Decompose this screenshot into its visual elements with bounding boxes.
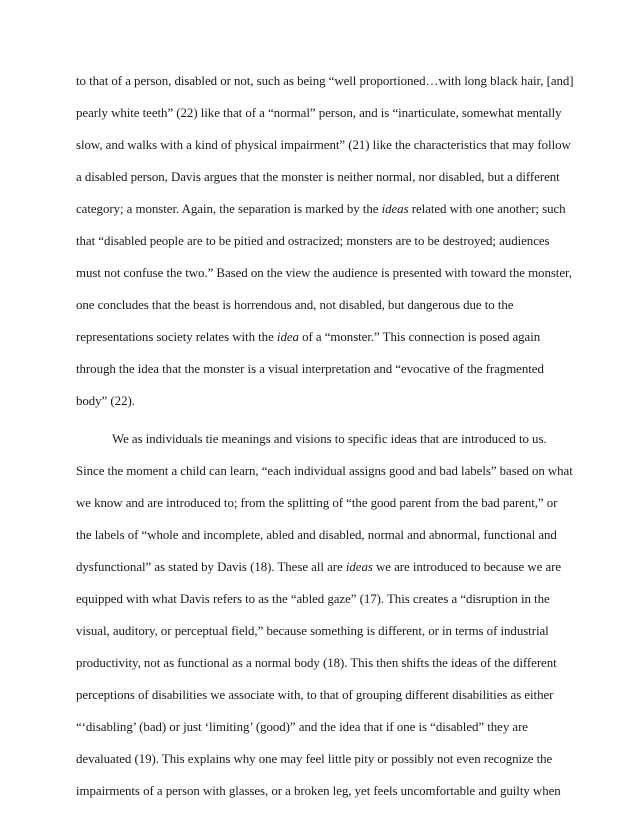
text-line: equipped with what Davis refers to as the “abled gaze” (17). This creates a “disruption in the <box>76 592 550 606</box>
text-line: we know and are introduced to; from the splitting of “the good parent from the bad parent,” or <box>76 496 558 510</box>
text-line: must not confuse the two.” Based on the view the audience is presented with toward the monster, <box>76 266 572 280</box>
text-line <box>76 329 540 345</box>
text-line: to that of a person, disabled or not, such as being “well proportioned…with long black hair, [and] <box>76 74 574 88</box>
text-line: productivity, not as functional as a normal body (18). This then shifts the ideas of the different <box>76 656 557 670</box>
text-run: dysfunctional” as stated by Davis (18). These all are <box>76 560 346 574</box>
text-run: related with one another; such <box>408 202 566 216</box>
text-line: through the idea that the monster is a visual interpretation and “evocative of the fragmented <box>76 362 544 376</box>
italic-term: ideas <box>345 560 373 574</box>
text-line: one concludes that the beast is horrendous and, not disabled, but dangerous due to the <box>76 298 514 312</box>
text-line: Since the moment a child can learn, “each individual assigns good and bad labels” based on what <box>76 464 573 478</box>
text-line: the labels of “whole and incomplete, abled and disabled, normal and abnormal, functional and <box>76 528 557 542</box>
text-line: perceptions of disabilities we associate with, to that of grouping different disabilities as either <box>76 688 554 702</box>
text-line: visual, auditory, or perceptual field,” because something is different, or in terms of industrial <box>76 624 549 638</box>
text-run: we are introduced to because we are <box>372 560 562 574</box>
text-run: category; a monster. Again, the separation is marked by the <box>76 202 382 216</box>
text-line: slow, and walks with a kind of physical impairment” (21) like the characteristics that may follow <box>76 138 571 152</box>
text-line: We as individuals tie meanings and visions to specific ideas that are introduced to us. <box>112 432 547 446</box>
text-line: body” (22). <box>76 394 135 408</box>
text-line <box>76 559 561 575</box>
italic-term: idea <box>276 330 299 344</box>
text-line: a disabled person, Davis argues that the monster is neither normal, nor disabled, but a different <box>76 170 560 184</box>
text-run: of a “monster.” This connection is posed again <box>298 330 541 344</box>
text-line: impairments of a person with glasses, or a broken leg, yet feels uncomfortable and guilty when <box>76 784 561 798</box>
text-line <box>76 201 566 217</box>
text-run: representations society relates with the <box>76 330 277 344</box>
text-line: that “disabled people are to be pitied and ostracized; monsters are to be destroyed; audiences <box>76 234 550 248</box>
text-line: pearly white teeth” (22) like that of a “normal” person, and is “inarticulate, somewhat mentally <box>76 106 562 120</box>
text-line: devaluated (19). This explains why one may feel little pity or possibly not even recognize the <box>76 752 553 766</box>
italic-term: ideas <box>381 202 409 216</box>
text-line: “‘disabling’ (bad) or just ‘limiting’ (good)” and the idea that if one is “disabled” they are <box>76 720 528 734</box>
